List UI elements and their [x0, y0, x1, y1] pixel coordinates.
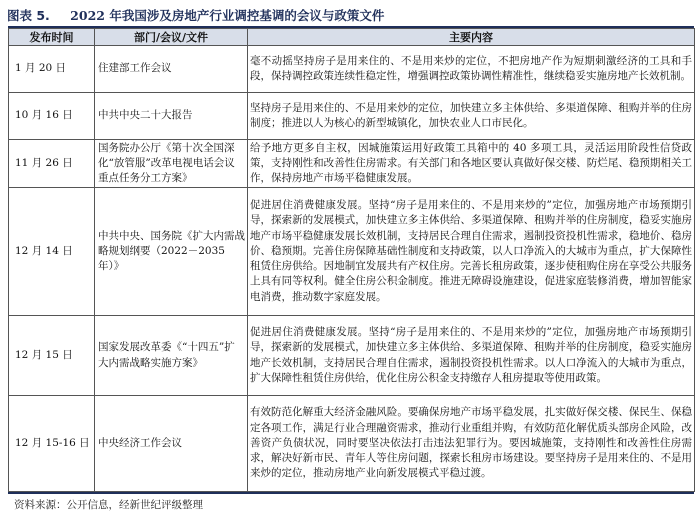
table-header-row [9, 29, 695, 46]
row-content: 促进居住消费健康发展。坚持“房子是用来住的、不是用来炒的”定位，加强房地产市场预期引导，探索新的发展模式，加快建立多主体供给、多渠道保障、租购并举的住房制度，稳妥实施房地产长效机制，支持居民合理自住需求，遏制投资投机性需求。以人口净流入的大城市为重点，扩大保障性租赁住房供给，优化住房公积金支持缴存人租房提取等使用政策。 [248, 316, 695, 396]
table-row [9, 188, 695, 316]
header-date: 发布时间 [9, 29, 95, 46]
table-row [9, 396, 695, 492]
row-dept: 中共中央、国务院《扩大内需战略规划纲要（2022－2035 年）》 [95, 188, 248, 316]
row-dept: 中共中央二十大报告 [95, 93, 248, 140]
figure-label: 图表 5. [7, 8, 50, 23]
row-dept: 住建部工作会议 [95, 46, 248, 93]
row-content: 坚持房子是用来住的、不是用来炒的定位，加快建立多主体供给、多渠道保障、租购并举的住房制度；推进以人为核心的新型城镇化，加快农业人口市民化。 [248, 93, 695, 140]
source-note: 资料来源：公开信息，经新世纪评级整理 [14, 499, 203, 511]
row-dept: 中央经济工作会议 [95, 396, 248, 492]
policy-table-frame [8, 26, 694, 494]
row-date: 11 月 26 日 [9, 140, 95, 188]
figure-title-text: 2022 年我国涉及房地产行业调控基调的会议与政策文件 [70, 8, 385, 23]
row-date: 1 月 20 日 [9, 46, 95, 93]
table-row [9, 316, 695, 396]
row-content: 毫不动摇坚持房子是用来住的、不是用来炒的定位，不把房地产作为短期刺激经济的工具和手段，保持调控政策连续性稳定性，增强调控政策协调性精准性，继续稳妥实施房地产长效机制。 [248, 46, 695, 93]
figure-title [7, 6, 384, 24]
header-content: 主要内容 [248, 29, 695, 46]
header-dept: 部门/会议/文件 [95, 29, 248, 46]
row-date: 12 月 15-16 日 [9, 396, 95, 492]
row-content: 促进居住消费健康发展。坚持“房子是用来住的、不是用来炒的”定位，加强房地产市场预期引导，探索新的发展模式，加快建立多主体供给、多渠道保障、租购并举的住房制度，稳妥实施房地产市场平稳健康发展长效机制，支持居民合理自住需求，遏制投资投机性需求，稳地价、稳房价、稳预期。完善住房保障基础性制度和支持政策，以人口净流入的大城市为重点，扩大保障性租赁住房供给。因地制宜发展共有产权住房。完善长租房政策，逐步使租购住房在享受公共服务上具有同等权利。健全住房公积金制度。推进无障碍设施建设，促进家庭装修消费，增加智能家电消费，推动数字家庭发展。 [248, 188, 695, 316]
policy-table [8, 28, 695, 492]
row-date: 12 月 14 日 [9, 188, 95, 316]
table-row [9, 140, 695, 188]
row-dept: 国务院办公厅《第十次全国深化“放管服”改革电视电话会议重点任务分工方案》 [95, 140, 248, 188]
row-content: 有效防范化解重大经济金融风险。要确保房地产市场平稳发展，扎实做好保交楼、保民生、保稳定各项工作，满足行业合理融资需求，推动行业重组并购，有效防范化解优质头部房企风险，改善资产负债状况，同时要坚决依法打击违法犯罪行为。要因城施策，支持刚性和改善性住房需求，解决好新市民、青年人等住房问题，探索长租房市场建设。要坚持房子是用来住的、不是用来炒的定位，推动房地产业向新发展模式平稳过渡。 [248, 396, 695, 492]
table-row [9, 93, 695, 140]
row-date: 12 月 15 日 [9, 316, 95, 396]
row-date: 10 月 16 日 [9, 93, 95, 140]
row-dept: 国家发展改革委《“十四五”扩大内需战略实施方案》 [95, 316, 248, 396]
row-content: 给予地方更多自主权，因城施策运用好政策工具箱中的 40 多项工具，灵活运用阶段性信贷政策，支持刚性和改善性住房需求。有关部门和各地区要认真做好保交楼、防烂尾、稳预期相关工作，保持房地产市场平稳健康发展。 [248, 140, 695, 188]
table-row [9, 46, 695, 93]
